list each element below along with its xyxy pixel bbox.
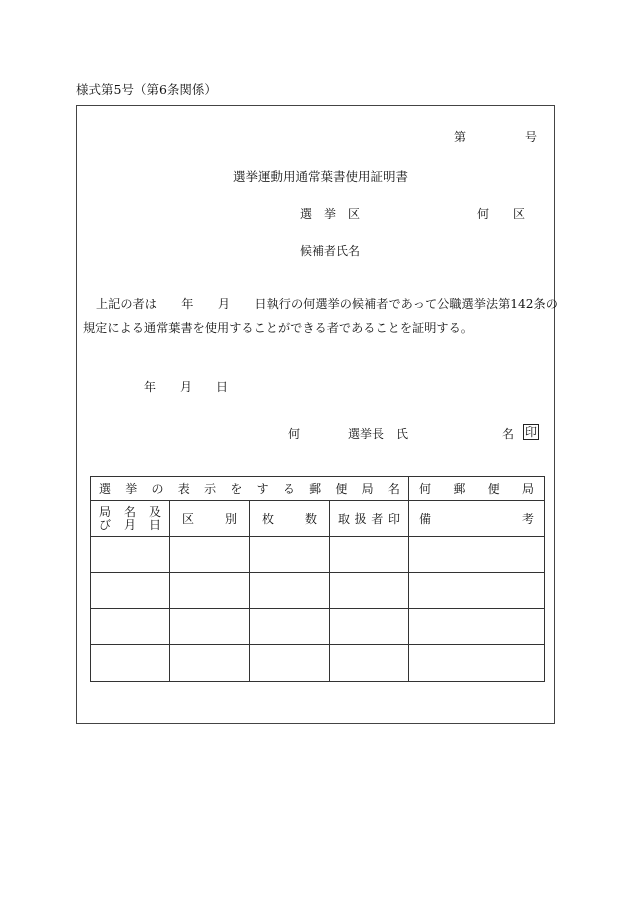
- table-cell[interactable]: [409, 573, 545, 609]
- table-cell[interactable]: [250, 537, 330, 573]
- header-char: の: [151, 482, 164, 496]
- col2-char: 別: [224, 512, 237, 526]
- seal-mark: 印: [525, 425, 538, 439]
- table-cell[interactable]: [91, 573, 170, 609]
- col2-char: 区: [182, 512, 195, 526]
- table-cell[interactable]: [170, 537, 250, 573]
- body-line-2: 規定による通常葉書を使用することができる者であることを証明する。: [83, 321, 473, 335]
- table-cell[interactable]: [170, 645, 250, 682]
- header-char: を: [230, 482, 243, 496]
- col5-char: 考: [521, 512, 534, 526]
- col1-char: 日: [148, 517, 161, 532]
- col4-char: 者: [371, 512, 384, 526]
- col1-char: 局: [99, 504, 112, 519]
- header-char: る: [282, 482, 295, 496]
- table-cell[interactable]: [250, 609, 330, 645]
- header-char: す: [256, 482, 269, 496]
- header-char: 挙: [125, 482, 138, 496]
- col3-char: 枚: [262, 512, 275, 526]
- table-cell[interactable]: [170, 573, 250, 609]
- col4-char: 扱: [354, 512, 367, 526]
- header-char: 局: [361, 482, 374, 496]
- col-handler-seal: [330, 501, 409, 537]
- post-office-usage-table: [90, 476, 545, 682]
- table-cell[interactable]: [330, 645, 409, 682]
- table-cell[interactable]: [250, 645, 330, 682]
- col-office-name-date: [91, 501, 170, 537]
- table-cell[interactable]: [250, 573, 330, 609]
- table-cell[interactable]: [91, 537, 170, 573]
- certificate-title: 選挙運動用通常葉書使用証明書: [233, 169, 409, 184]
- table-cell[interactable]: [330, 537, 409, 573]
- col-count: [250, 501, 330, 537]
- signer-name: 名: [502, 427, 515, 441]
- col4-char: 取: [338, 512, 351, 526]
- header-left-chars: [99, 480, 400, 497]
- header-char: 局: [521, 482, 534, 496]
- col1-line-2: [99, 519, 161, 532]
- table-row: [91, 537, 545, 573]
- table-cell[interactable]: [91, 609, 170, 645]
- form-label: 様式第5号（第6条関係）: [76, 82, 217, 97]
- table-row: [91, 645, 545, 682]
- number-go: 号: [525, 130, 538, 144]
- header-char: 便: [335, 482, 348, 496]
- header-char: 郵: [309, 482, 322, 496]
- table-cell[interactable]: [91, 645, 170, 682]
- header-char: 示: [204, 482, 217, 496]
- header-char: 便: [487, 482, 500, 496]
- table-row: [91, 573, 545, 609]
- table-cell[interactable]: [409, 645, 545, 682]
- district-label: 選 挙 区: [300, 207, 361, 221]
- header-char: 表: [177, 482, 190, 496]
- date-line: 年 月 日: [144, 380, 229, 394]
- col1-char: 月: [123, 517, 136, 532]
- col3-char: 数: [304, 512, 317, 526]
- signer-title: 選挙長 氏: [348, 427, 409, 441]
- table-cell[interactable]: [409, 609, 545, 645]
- col-district: [170, 501, 250, 537]
- header-char: 郵: [453, 482, 466, 496]
- col1-line-1: [99, 506, 161, 519]
- candidate-name-label: 候補者氏名: [300, 244, 361, 258]
- col1-char: 及: [148, 504, 161, 519]
- col5-char: 備: [419, 512, 432, 526]
- table-cell[interactable]: [170, 609, 250, 645]
- table-cell[interactable]: [409, 537, 545, 573]
- signer-nani: 何: [288, 427, 301, 441]
- header-post-office-name: [91, 477, 409, 501]
- col1-char: び: [99, 517, 112, 532]
- number-dai: 第: [454, 130, 467, 144]
- header-char: 名: [387, 482, 400, 496]
- table-cell[interactable]: [330, 573, 409, 609]
- header-right-chars: [419, 480, 534, 497]
- col1-char: 名: [123, 504, 136, 519]
- header-char: 何: [419, 482, 432, 496]
- header-char: 選: [99, 482, 112, 496]
- header-nani-post-office: [409, 477, 545, 501]
- table-row: [91, 609, 545, 645]
- col-remarks: [409, 501, 545, 537]
- table-column-header-row: [91, 501, 545, 537]
- body-line-1: 上記の者は 年 月 日執行の何選挙の候補者であって公職選挙法第142条の: [96, 297, 558, 311]
- col4-char: 印: [387, 512, 400, 526]
- district-value: 何 区: [477, 207, 526, 221]
- table-header-row: [91, 477, 545, 501]
- table-cell[interactable]: [330, 609, 409, 645]
